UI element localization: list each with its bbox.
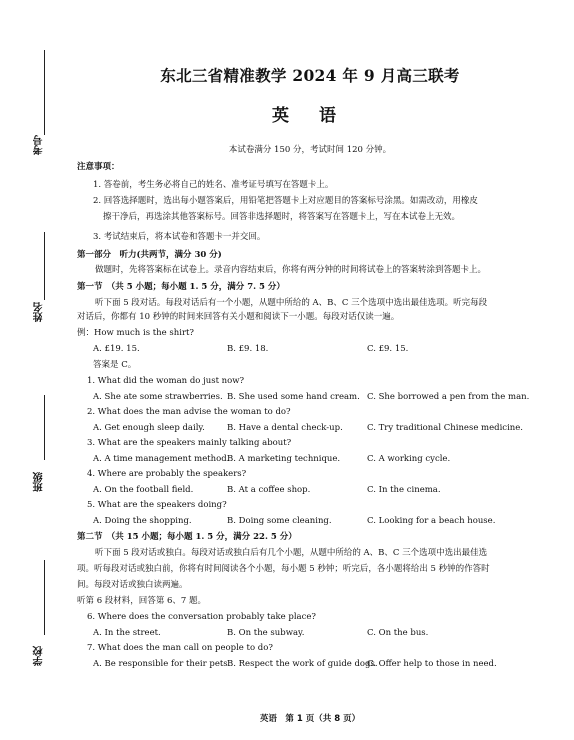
notice-item: 3. 考试结束后，将本试卷和答题卡一并交回。 bbox=[93, 232, 266, 242]
question-7: 7. What does the man call on people to do? bbox=[87, 643, 273, 653]
class-label: 班级 bbox=[34, 472, 45, 492]
school-label: 学校 bbox=[34, 646, 45, 666]
example-question: 例：How much is the shirt? bbox=[77, 328, 194, 338]
name-label: 姓名 bbox=[34, 302, 45, 322]
section1-heading: 第一节 （共 5 小题；每小题 1. 5 分，满分 7. 5 分） bbox=[77, 282, 285, 292]
q4-option-c: C. In the cinema. bbox=[367, 485, 441, 495]
q6-option-a: A. In the street. bbox=[93, 628, 161, 638]
question-1: 1. What did the woman do just now? bbox=[87, 376, 245, 386]
exam-page bbox=[75, 0, 545, 740]
q7-option-a: A. Be responsible for their pets. bbox=[93, 659, 231, 669]
q5-option-c: C. Looking for a beach house. bbox=[367, 516, 496, 526]
q7-option-b: B. Respect the work of guide dogs. bbox=[227, 659, 378, 669]
q6-option-c: C. On the bus. bbox=[367, 628, 429, 638]
question-6: 6. Where does the conversation probably take place? bbox=[87, 612, 316, 622]
notice-item: 2. 回答选择题时，选出每小题答案后，用铅笔把答题卡上对应题目的答案标号涂黑。如需改动，用橡皮 bbox=[93, 196, 478, 206]
part1-heading: 第一部分 听力(共两节，满分 30 分) bbox=[77, 250, 222, 260]
binding-strip bbox=[0, 0, 56, 740]
q3-option-a: A. A time management method. bbox=[93, 454, 230, 464]
question-2: 2. What does the man advise the woman to do? bbox=[87, 407, 291, 417]
q2-option-c: C. Try traditional Chinese medicine. bbox=[367, 423, 523, 433]
strip-line bbox=[44, 395, 45, 460]
section2-instructions: 项。听每段对话或独白前，你将有时间阅读各个小题，每小题 5 秒钟；听完后，各小题将给出 5 秒钟的作答时 bbox=[77, 564, 490, 574]
strip-line bbox=[44, 232, 45, 300]
notice-item: 1. 答卷前，考生务必将自己的姓名、准考证号填写在答题卡上。 bbox=[93, 180, 334, 190]
q3-option-b: B. A marketing technique. bbox=[227, 454, 341, 464]
strip-line bbox=[44, 50, 45, 135]
section2-heading: 第二节 （共 15 小题；每小题 1. 5 分，满分 22. 5 分） bbox=[77, 532, 297, 542]
question-4: 4. Where are probably the speakers? bbox=[87, 469, 247, 479]
example-option-a: A. £19. 15. bbox=[93, 344, 140, 354]
q1-option-c: C. She borrowed a pen from the man. bbox=[367, 392, 530, 402]
q2-option-b: B. Have a dental check-up. bbox=[227, 423, 343, 433]
q1-option-a: A. She ate some strawberries. bbox=[93, 392, 223, 402]
q4-option-a: A. On the football field. bbox=[93, 485, 194, 495]
q1-option-b: B. She used some hand cream. bbox=[227, 392, 360, 402]
q7-option-c: C. Offer help to those in need. bbox=[367, 659, 497, 669]
notice-item: 擦干净后，再选涂其他答案标号。回答非选择题时，将答案写在答题卡上，写在本试卷上无效。 bbox=[103, 212, 461, 222]
section2-instructions: 间。每段对话或独白读两遍。 bbox=[77, 580, 188, 590]
subject-title: 英 语 bbox=[272, 106, 348, 126]
question-3: 3. What are the speakers mainly talking about? bbox=[87, 438, 292, 448]
q2-option-a: A. Get enough sleep daily. bbox=[93, 423, 205, 433]
example-option-b: B. £9. 18. bbox=[227, 344, 269, 354]
example-answer: 答案是 C。 bbox=[93, 360, 137, 370]
exam-number-label: 考号 bbox=[34, 135, 45, 155]
section1-instructions: 听下面 5 段对话。每段对话后有一个小题，从题中所给的 A、B、C 三个选项中选出最佳选项。听完每段 bbox=[95, 298, 488, 308]
example-option-c: C. £9. 15. bbox=[367, 344, 409, 354]
q5-option-a: A. Doing the shopping. bbox=[93, 516, 192, 526]
q3-option-c: C. A working cycle. bbox=[367, 454, 451, 464]
part1-instructions: 做题时，先将答案标在试卷上。录音内容结束后，你将有两分钟的时间将试卷上的答案转涂到答题卡上。 bbox=[95, 265, 487, 275]
q5-option-b: B. Doing some cleaning. bbox=[227, 516, 332, 526]
exam-note: 本试卷满分 150 分，考试时间 120 分钟。 bbox=[228, 145, 392, 155]
exam-title: 东北三省精准教学 2024 年 9 月高三联考 bbox=[160, 66, 460, 85]
question-5: 5. What are the speakers doing? bbox=[87, 500, 227, 510]
q6-option-b: B. On the subway. bbox=[227, 628, 305, 638]
section2-instructions: 听下面 5 段对话或独白。每段对话或独白后有几个小题，从题中所给的 A、B、C 三个选项中选出最佳选 bbox=[95, 548, 488, 558]
strip-line bbox=[44, 560, 45, 635]
notice-heading: 注意事项： bbox=[77, 162, 120, 172]
q4-option-b: B. At a coffee shop. bbox=[227, 485, 311, 495]
material-note: 听第 6 段材料，回答第 6、7 题。 bbox=[77, 596, 207, 606]
section1-instructions: 对话后，你都有 10 秒钟的时间来回答有关小题和阅读下一小题。每段对话仅读一遍。 bbox=[77, 312, 400, 322]
page-footer: 英语 第 1 页（共 8 页） bbox=[259, 714, 361, 724]
